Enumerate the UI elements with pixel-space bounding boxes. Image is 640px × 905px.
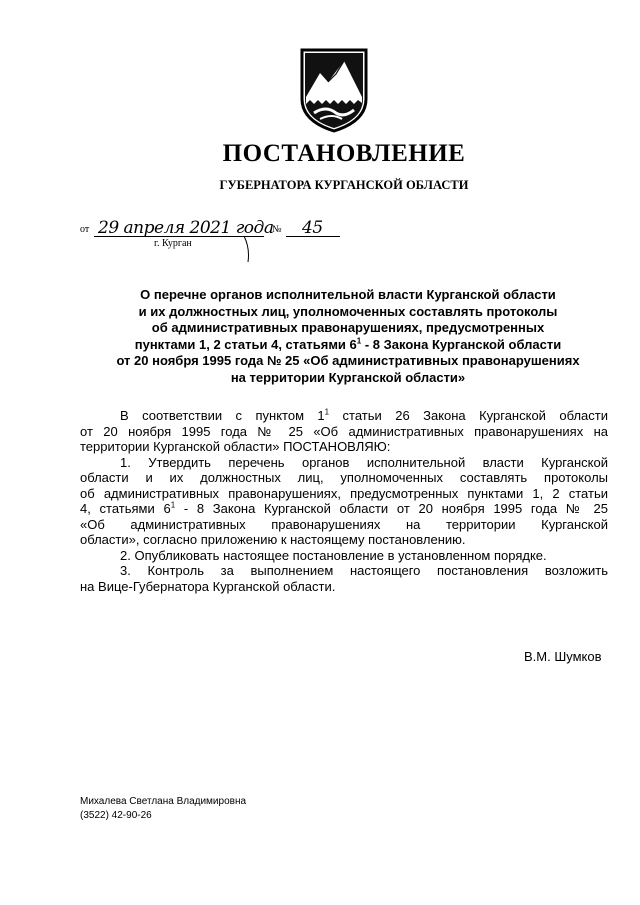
signature-name: В.М. Шумков: [524, 649, 602, 664]
place-label: г. Курган: [154, 238, 192, 249]
heading-line: от 20 ноября 1995 года № 25 «Об административных правонарушениях: [116, 353, 580, 368]
coat-of-arms-icon: [298, 47, 370, 133]
document-body: [80, 408, 608, 594]
document-title: ПОСТАНОВЛЕНИЕ: [222, 140, 466, 167]
date-number-block: [80, 216, 350, 266]
body-line: об административных правонарушениях, предусмотренных пунктами 1, 2 статьи: [80, 485, 608, 501]
number-handwritten: 45: [302, 218, 323, 238]
document-subtitle: ГУБЕРНАТОРА КУРГАНСКОЙ ОБЛАСТИ: [219, 178, 469, 192]
date-handwritten: 29 апреля 2021 года: [98, 218, 274, 238]
number-sign: №: [272, 224, 282, 235]
body-line: В соответствии с пунктом $1^1$ статьи 26 Закона Курганской области: [120, 407, 608, 423]
document-heading: [88, 287, 608, 386]
body-line: 2. Опубликовать настоящее постановление в установленном порядке.: [120, 547, 547, 563]
body-line: 4, статьями $6^1 - 8$ Закона Курганской области от 20 ноября 1995 года № 25: [80, 500, 609, 516]
heading-line: об административных правонарушениях, предусмотренных: [151, 320, 545, 335]
heading-line: и их должностных лиц, уполномоченных составлять протоколы: [138, 303, 558, 319]
body-line: на Вице-Губернатора Курганской области.: [80, 578, 336, 594]
executor-block: [80, 795, 246, 823]
executor-name: Михалева Светлана Владимировна: [80, 796, 247, 807]
body-line: территории Курганской области» ПОСТАНОВЛЯЮ:: [80, 439, 391, 454]
date-prefix: от: [80, 224, 90, 235]
body-line: области», согласно приложению к настоящему постановлению.: [80, 532, 466, 547]
body-line: «Об административных правонарушениях на территории Курганской: [80, 516, 608, 532]
body-line: 1. Утвердить перечень органов исполнительной власти Курганской: [120, 454, 608, 470]
handwritten-stroke: [240, 234, 264, 264]
executor-phone: (3522) 42-90-26: [80, 810, 152, 821]
body-line: от 20 ноября 1995 года № 25 «Об административных правонарушениях на: [80, 423, 608, 439]
heading-line: на территории Курганской области»: [230, 369, 466, 385]
heading-line: О перечне органов исполнительной власти Курганской области: [140, 287, 556, 302]
heading-line: пунктами 1, 2 статьи 4, статьями $6^1 - 8$ Закона Курганской области: [134, 336, 562, 352]
body-line: области и их должностных лиц, уполномоченных составлять протоколы: [80, 470, 608, 485]
body-line: 3. Контроль за выполнением настоящего постановления возложить: [120, 563, 608, 578]
